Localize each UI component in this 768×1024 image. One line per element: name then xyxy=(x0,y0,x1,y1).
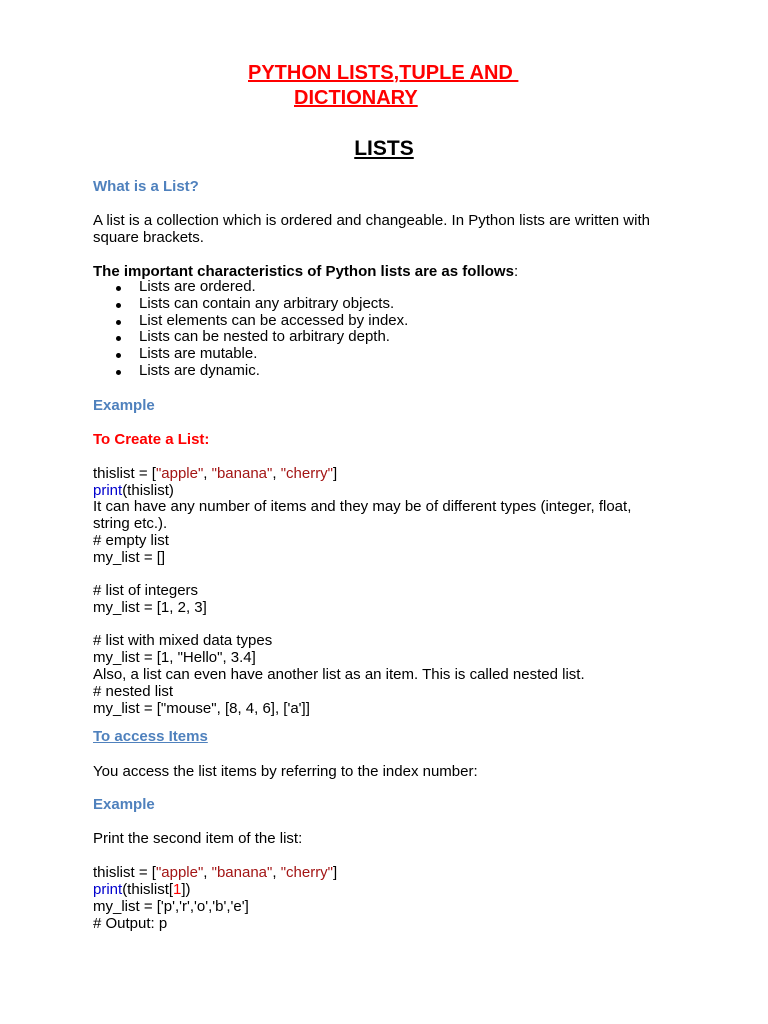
code-string: "cherry" xyxy=(280,465,334,482)
code-text: (thislist[ xyxy=(122,881,174,898)
create-list-heading: To Create a List: xyxy=(93,431,210,448)
list-item xyxy=(110,313,408,330)
code-keyword: print xyxy=(93,881,123,898)
code-comment-output: # Output: p xyxy=(93,915,168,932)
code-line-empty: my_list = [] xyxy=(93,549,166,566)
code-line-my-list-chars: my_list = ['p','r','o','b','e'] xyxy=(93,898,249,915)
code-text: , xyxy=(272,864,281,881)
list-item-text: Lists are ordered. xyxy=(139,278,256,295)
example-heading: Example xyxy=(93,397,155,414)
list-item-text: Lists can be nested to arbitrary depth. xyxy=(139,328,390,346)
code-string: "banana" xyxy=(211,465,273,482)
code-line-thislist xyxy=(93,465,337,482)
code-text: , xyxy=(203,864,212,881)
list-description-line2: square brackets. xyxy=(93,229,204,246)
list-item xyxy=(110,296,408,313)
code-string: "apple" xyxy=(155,465,204,482)
list-item xyxy=(110,279,408,296)
code-line-print xyxy=(93,482,174,499)
bullet-icon xyxy=(116,370,121,375)
nested-description: Also, a list can even have another list as an item. This is called nested list. xyxy=(93,666,585,683)
code-text: ]) xyxy=(181,881,191,898)
code-string: "cherry" xyxy=(280,864,334,881)
characteristics-heading-colon: : xyxy=(513,263,519,280)
types-description-line2: string etc.). xyxy=(93,515,168,532)
list-item-text: Lists can contain any arbitrary objects. xyxy=(139,294,395,312)
code-text: , xyxy=(272,465,281,482)
print-second-item-description: Print the second item of the list: xyxy=(93,830,303,847)
document-title-line2: DICTIONARY xyxy=(294,87,418,109)
access-description: You access the list items by referring to the index number: xyxy=(93,763,478,780)
lists-section-heading: LISTS xyxy=(354,137,414,160)
list-description-line1: A list is a collection which is ordered and changeable. In Python lists are written with xyxy=(93,212,650,229)
list-item xyxy=(110,346,408,363)
bullet-icon xyxy=(116,353,121,358)
bullet-icon xyxy=(116,286,121,291)
code-text: thislist = [ xyxy=(93,465,156,482)
code-string: "banana" xyxy=(211,864,273,881)
code-comment-integers: # list of integers xyxy=(93,582,199,599)
list-item-text: Lists are dynamic. xyxy=(139,361,260,379)
code-line-print-index xyxy=(93,881,191,898)
code-comment-nested: # nested list xyxy=(93,683,174,700)
list-item-text: Lists are mutable. xyxy=(139,345,258,363)
document-title-line1: PYTHON LISTS,TUPLE AND xyxy=(248,62,519,84)
code-text: thislist = [ xyxy=(93,864,156,881)
code-keyword: print xyxy=(93,482,123,499)
bullet-icon xyxy=(116,336,121,341)
code-line-mixed: my_list = [1, "Hello", 3.4] xyxy=(93,649,256,666)
bullet-icon xyxy=(116,320,121,325)
code-comment-mixed: # list with mixed data types xyxy=(93,632,273,649)
code-text: , xyxy=(203,465,212,482)
code-text: ] xyxy=(333,864,338,881)
code-line-thislist-2 xyxy=(93,864,337,881)
access-items-heading[interactable]: To access Items xyxy=(93,728,208,745)
code-string: "apple" xyxy=(155,864,204,881)
what-is-list-heading: What is a List? xyxy=(93,178,199,195)
code-number: 1 xyxy=(173,881,182,898)
characteristics-list xyxy=(110,279,408,380)
code-line-integers: my_list = [1, 2, 3] xyxy=(93,599,207,616)
code-comment-empty: # empty list xyxy=(93,532,169,549)
code-line-nested: my_list = ["mouse", [8, 4, 6], ['a']] xyxy=(93,700,310,717)
list-item xyxy=(110,329,408,346)
list-item xyxy=(110,363,408,380)
list-item-text: List elements can be accessed by index. xyxy=(139,311,409,329)
code-text: ] xyxy=(333,465,338,482)
access-example-heading: Example xyxy=(93,796,155,813)
code-text: (thislist) xyxy=(122,482,174,499)
types-description-line1: It can have any number of items and they may be of different types (integer, float, xyxy=(93,498,632,515)
bullet-icon xyxy=(116,303,121,308)
characteristics-heading-text: The important characteristics of Python lists are as follows xyxy=(93,263,514,280)
